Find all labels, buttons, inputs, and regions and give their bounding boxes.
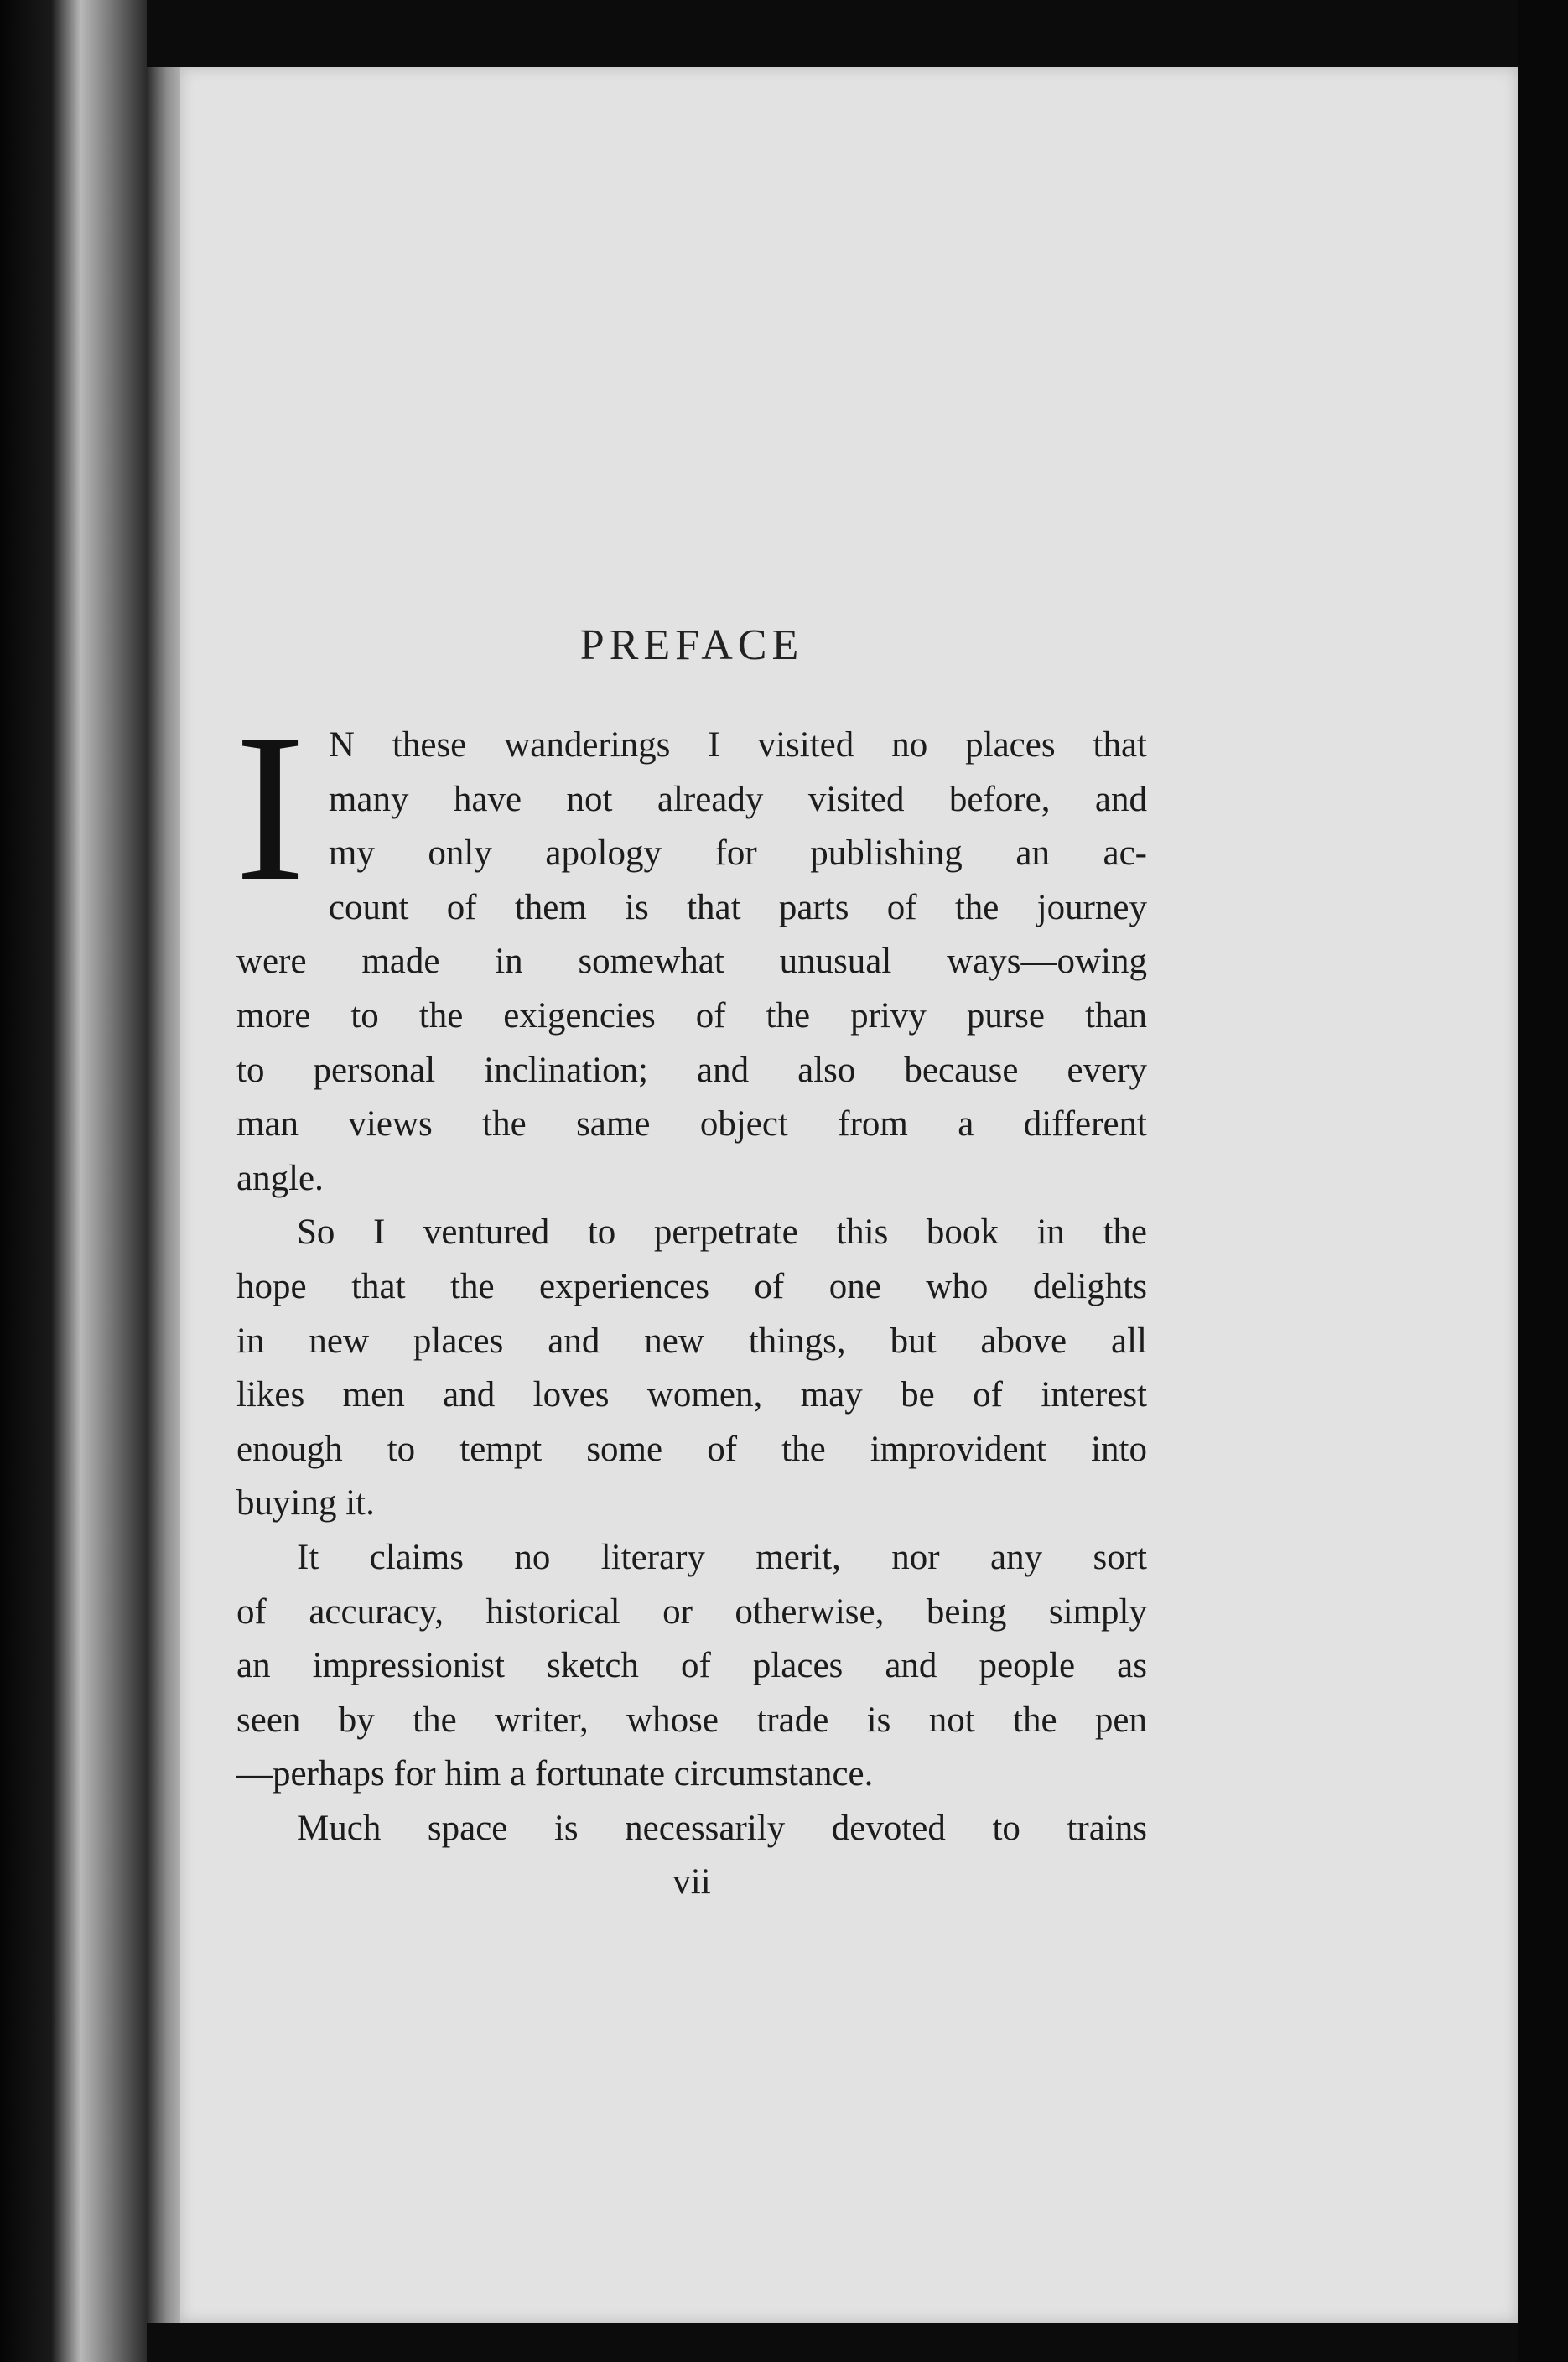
page-number: vii [672,1862,711,1903]
paragraph-1 [235,690,1147,1206]
text-line: buying it. [236,1483,375,1524]
text-line: in new places and new things, but above all [236,1321,1147,1361]
text-line: were made in somewhat unusual ways—owing [236,942,1147,982]
text-line: It claims no literary merit, nor any sort [297,1537,1147,1577]
text-line: hope that the experiences of one who delights [236,1266,1147,1306]
text-line: count of them is that parts of the journey [328,887,1147,927]
text-line: of accuracy, historical or otherwise, being simply [236,1591,1147,1632]
text-line: man views the same object from a different [236,1104,1147,1145]
page-title: PREFACE [579,621,804,669]
text-line: N these wanderings I visited no places that [328,725,1147,765]
text-line: —perhaps for him a fortunate circumstance. [236,1754,874,1794]
paragraph-3 [236,1531,1147,1802]
book-gutter-shadow [0,0,147,2362]
scan-border [1518,0,1568,2362]
text-line: So I ventured to perpetrate this book in the [297,1212,1147,1253]
drop-cap: I [235,690,305,925]
text-line: more to the exigencies of the privy purse than [236,995,1147,1036]
text-line: an impressionist sketch of places and people as [236,1646,1147,1686]
paragraph-4 [236,1802,1147,1856]
text-line: many have not already visited before, and [328,779,1147,819]
text-line: to personal inclination; and also because every [236,1050,1147,1090]
text-line: my only apology for publishing an ac- [328,833,1147,874]
text-line: enough to tempt some of the improvident into [236,1429,1147,1469]
text-line: likes men and loves women, may be of interest [236,1375,1147,1415]
text-line: seen by the writer, whose trade is not the pen [236,1700,1147,1740]
paragraph-2 [236,1206,1147,1531]
text-line: angle. [236,1158,324,1198]
text-line: Much space is necessarily devoted to trains [297,1808,1147,1848]
preface-text [236,620,1147,1909]
